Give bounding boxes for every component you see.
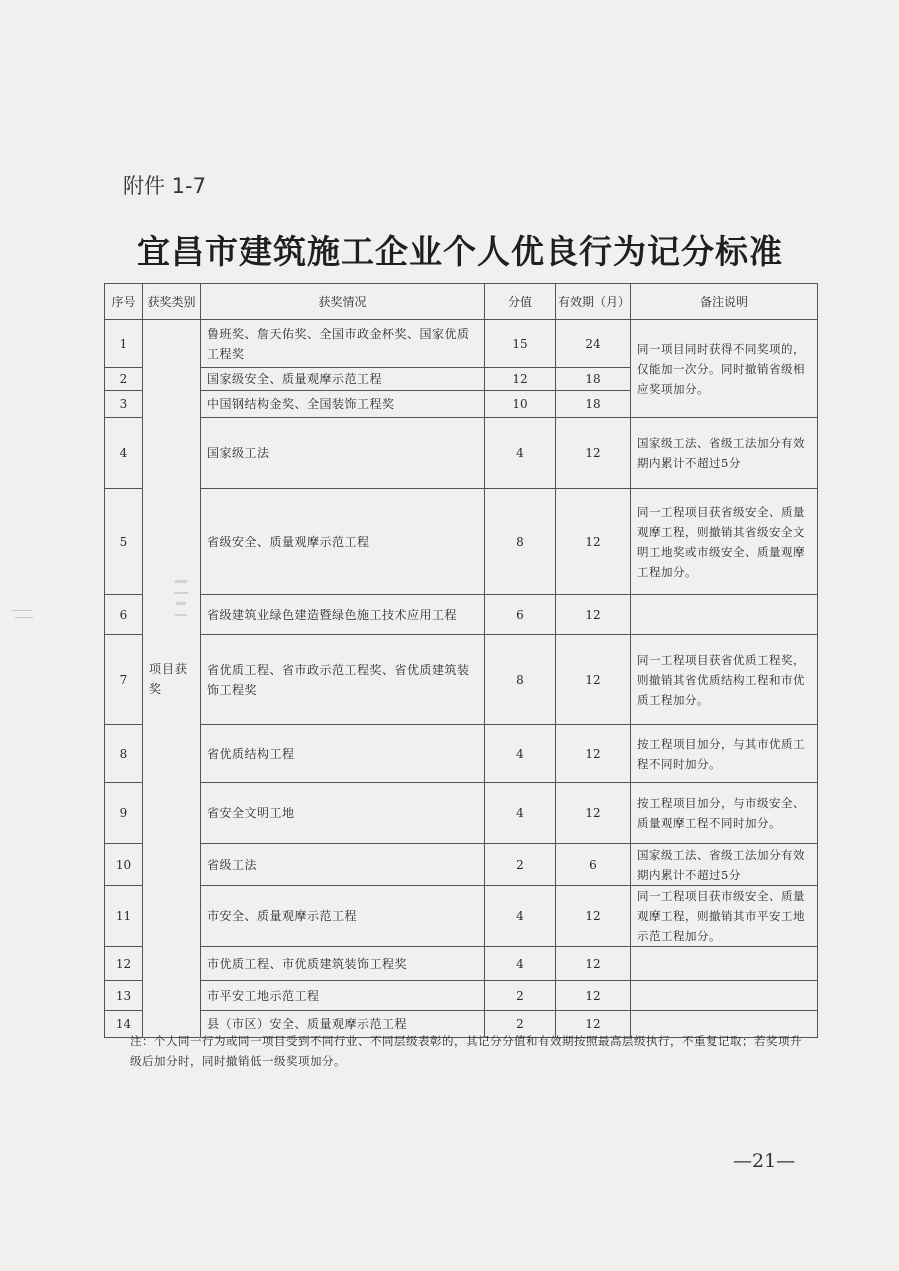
- row-award: 省级安全、质量观摩示范工程: [201, 489, 485, 595]
- row-score: 15: [485, 320, 556, 368]
- row-no: 8: [105, 725, 143, 783]
- row-no: 3: [105, 391, 143, 418]
- row-no: 4: [105, 418, 143, 489]
- row-score: 8: [485, 489, 556, 595]
- table-row: [105, 886, 818, 947]
- row-no: 13: [105, 981, 143, 1011]
- row-note: 同一工程项目获市级安全、质量观摩工程，则撤销其市平安工地示范工程加分。: [631, 886, 818, 947]
- binding-edge-mark: [12, 606, 34, 622]
- table-row: [105, 783, 818, 844]
- row-no: 2: [105, 368, 143, 391]
- row-note: [631, 981, 818, 1011]
- row-validity: 12: [556, 418, 631, 489]
- header-category: 获奖类别: [143, 284, 201, 320]
- row-award: 市优质工程、市优质建筑装饰工程奖: [201, 947, 485, 981]
- row-validity: 12: [556, 886, 631, 947]
- row-score: 4: [485, 725, 556, 783]
- table-row: [105, 844, 818, 886]
- row-validity: 18: [556, 368, 631, 391]
- row-score: 8: [485, 635, 556, 725]
- row-note: [631, 947, 818, 981]
- row-no: 9: [105, 783, 143, 844]
- row-validity: 12: [556, 783, 631, 844]
- row-validity: 24: [556, 320, 631, 368]
- row-award: 省安全文明工地: [201, 783, 485, 844]
- row-score: 4: [485, 947, 556, 981]
- row-note: 按工程项目加分，与其市优质工程不同时加分。: [631, 725, 818, 783]
- header-award: 获奖情况: [201, 284, 485, 320]
- header-no: 序号: [105, 284, 143, 320]
- row-validity: 12: [556, 725, 631, 783]
- attachment-label: 附件 1-7: [123, 174, 206, 198]
- table-footnote: 注：个人同一行为或同一项目受到不同行业、不同层级表彰的，其记分分值和有效期按照最高层级执行，不重复记取；若奖项升级后加分时，同时撤销低一级奖项加分。: [130, 1034, 802, 1068]
- row-award: 省级工法: [201, 844, 485, 886]
- table-row: [105, 418, 818, 489]
- row-award: 省优质工程、省市政示范工程奖、省优质建筑装饰工程奖: [201, 635, 485, 725]
- header-validity: 有效期（月）: [556, 284, 631, 320]
- row-score: 4: [485, 418, 556, 489]
- row-validity: 12: [556, 947, 631, 981]
- row-no: 11: [105, 886, 143, 947]
- faint-seal-mark: [172, 578, 190, 624]
- row-score: 4: [485, 783, 556, 844]
- row-no: 6: [105, 595, 143, 635]
- row-score: 10: [485, 391, 556, 418]
- row-award: 市安全、质量观摩示范工程: [201, 886, 485, 947]
- row-score: 12: [485, 368, 556, 391]
- row-award: 国家级工法: [201, 418, 485, 489]
- row-no: 1: [105, 320, 143, 368]
- row-validity: 12: [556, 635, 631, 725]
- row-award: 市平安工地示范工程: [201, 981, 485, 1011]
- category-cell: 项目获奖: [143, 320, 201, 1038]
- table-row: [105, 725, 818, 783]
- row-no: 7: [105, 635, 143, 725]
- table-row: [105, 947, 818, 981]
- row-note: [631, 595, 818, 635]
- row-score: 6: [485, 595, 556, 635]
- row-score: 2: [485, 1011, 556, 1038]
- row-score: 2: [485, 844, 556, 886]
- row-note: 同一项目同时获得不同奖项的，仅能加一次分。同时撤销省级相应奖项加分。: [631, 320, 818, 418]
- row-no: 5: [105, 489, 143, 595]
- row-note: 同一工程项目获省级安全、质量观摩工程，则撤销其省级安全文明工地奖或市级安全、质量观摩工程加分。: [631, 489, 818, 595]
- row-no: 12: [105, 947, 143, 981]
- row-award: 省级建筑业绿色建造暨绿色施工技术应用工程: [201, 595, 485, 635]
- row-validity: 12: [556, 1011, 631, 1038]
- row-note: 国家级工法、省级工法加分有效期内累计不超过5分: [631, 418, 818, 489]
- table-row: [105, 595, 818, 635]
- header-note: 备注说明: [631, 284, 818, 320]
- row-no: 10: [105, 844, 143, 886]
- header-score: 分值: [485, 284, 556, 320]
- document-title: 宜昌市建筑施工企业个人优良行为记分标准: [137, 232, 783, 271]
- row-note: 同一工程项目获省优质工程奖，则撤销其省优质结构工程和市优质工程加分。: [631, 635, 818, 725]
- row-award: 省优质结构工程: [201, 725, 485, 783]
- row-award: 国家级安全、质量观摩示范工程: [201, 368, 485, 391]
- page-number: —21—: [733, 1150, 796, 1172]
- row-validity: 18: [556, 391, 631, 418]
- table-row: [105, 489, 818, 595]
- row-award: 中国钢结构金奖、全国装饰工程奖: [201, 391, 485, 418]
- scoring-standard-table: [104, 283, 818, 1038]
- row-validity: 6: [556, 844, 631, 886]
- row-validity: 12: [556, 595, 631, 635]
- table-row: [105, 320, 818, 368]
- row-note: 按工程项目加分，与市级安全、质量观摩工程不同时加分。: [631, 783, 818, 844]
- row-award: 鲁班奖、詹天佑奖、全国市政金杯奖、国家优质工程奖: [201, 320, 485, 368]
- row-score: 4: [485, 886, 556, 947]
- row-award: 县（市区）安全、质量观摩示范工程: [201, 1011, 485, 1038]
- row-validity: 12: [556, 981, 631, 1011]
- table-row: [105, 981, 818, 1011]
- row-score: 2: [485, 981, 556, 1011]
- row-note: 国家级工法、省级工法加分有效期内累计不超过5分: [631, 844, 818, 886]
- row-validity: 12: [556, 489, 631, 595]
- row-no: 14: [105, 1011, 143, 1038]
- table-row: [105, 635, 818, 725]
